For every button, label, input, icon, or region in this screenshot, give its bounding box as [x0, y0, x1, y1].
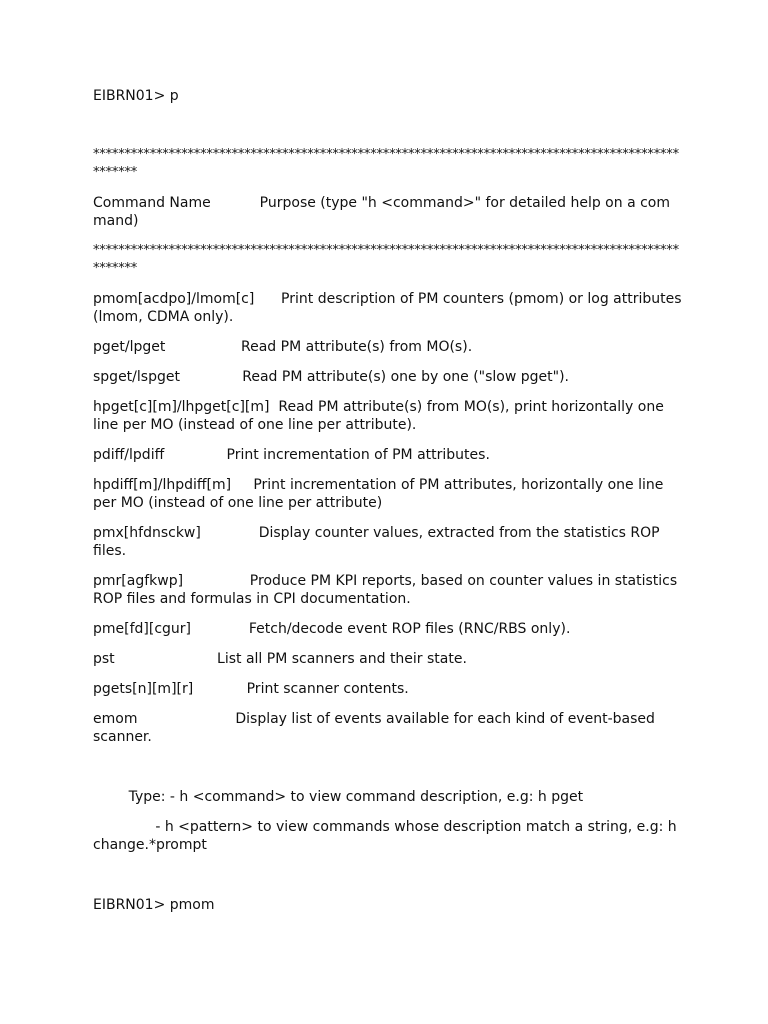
- command-entry-pmom: pmom[acdpo]/lmom[c] Print description of PM counters (pmom) or log attributes (lmom, CDMA only).: [93, 291, 686, 325]
- separator-bottom: ****************************************************************************************************: [93, 243, 679, 276]
- command-entry-pst: pst List all PM scanners and their state.: [93, 651, 467, 667]
- command-entry-emom: emom Display list of events available for each kind of event-based scanner.: [93, 711, 660, 745]
- command-entry-pmr: pmr[agfkwp] Produce PM KPI reports, based on counter values in statistics ROP files and formulas in CPI documentation.: [93, 573, 682, 607]
- prompt-bottom: EIBRN01> pmom: [93, 897, 215, 913]
- command-entry-pgets: pgets[n][m][r] Print scanner contents.: [93, 681, 409, 697]
- prompt-top: EIBRN01> p: [93, 88, 179, 104]
- command-header: Command Name Purpose (type "h <command>" for detailed help on a command): [93, 195, 671, 229]
- separator-top: ****************************************************************************************************: [93, 147, 679, 180]
- command-entry-pme: pme[fd][cgur] Fetch/decode event ROP files (RNC/RBS only).: [93, 621, 571, 637]
- command-entry-pmx: pmx[hfdnsckw] Display counter values, extracted from the statistics ROP files.: [93, 525, 665, 559]
- command-entry-pdiff: pdiff/lpdiff Print incrementation of PM attributes.: [93, 447, 490, 463]
- command-entry-pget: pget/lpget Read PM attribute(s) from MO(s).: [93, 339, 473, 355]
- command-entry-hpget: hpget[c][m]/lhpget[c][m] Read PM attribute(s) from MO(s), print horizontally one line per MO (instead of one line per attribute).: [93, 399, 669, 433]
- type-hint-command: Type: - h <command> to view command description, e.g: h pget: [93, 789, 584, 805]
- command-entry-spget: spget/lspget Read PM attribute(s) one by one ("slow pget").: [93, 369, 569, 385]
- command-entry-hpdiff: hpdiff[m]/lhpdiff[m] Print incrementation of PM attributes, horizontally one line per MO (instead of one line per attribute): [93, 477, 668, 511]
- type-hint-pattern: - h <pattern> to view commands whose description match a string, e.g: h change.*prompt: [93, 819, 682, 853]
